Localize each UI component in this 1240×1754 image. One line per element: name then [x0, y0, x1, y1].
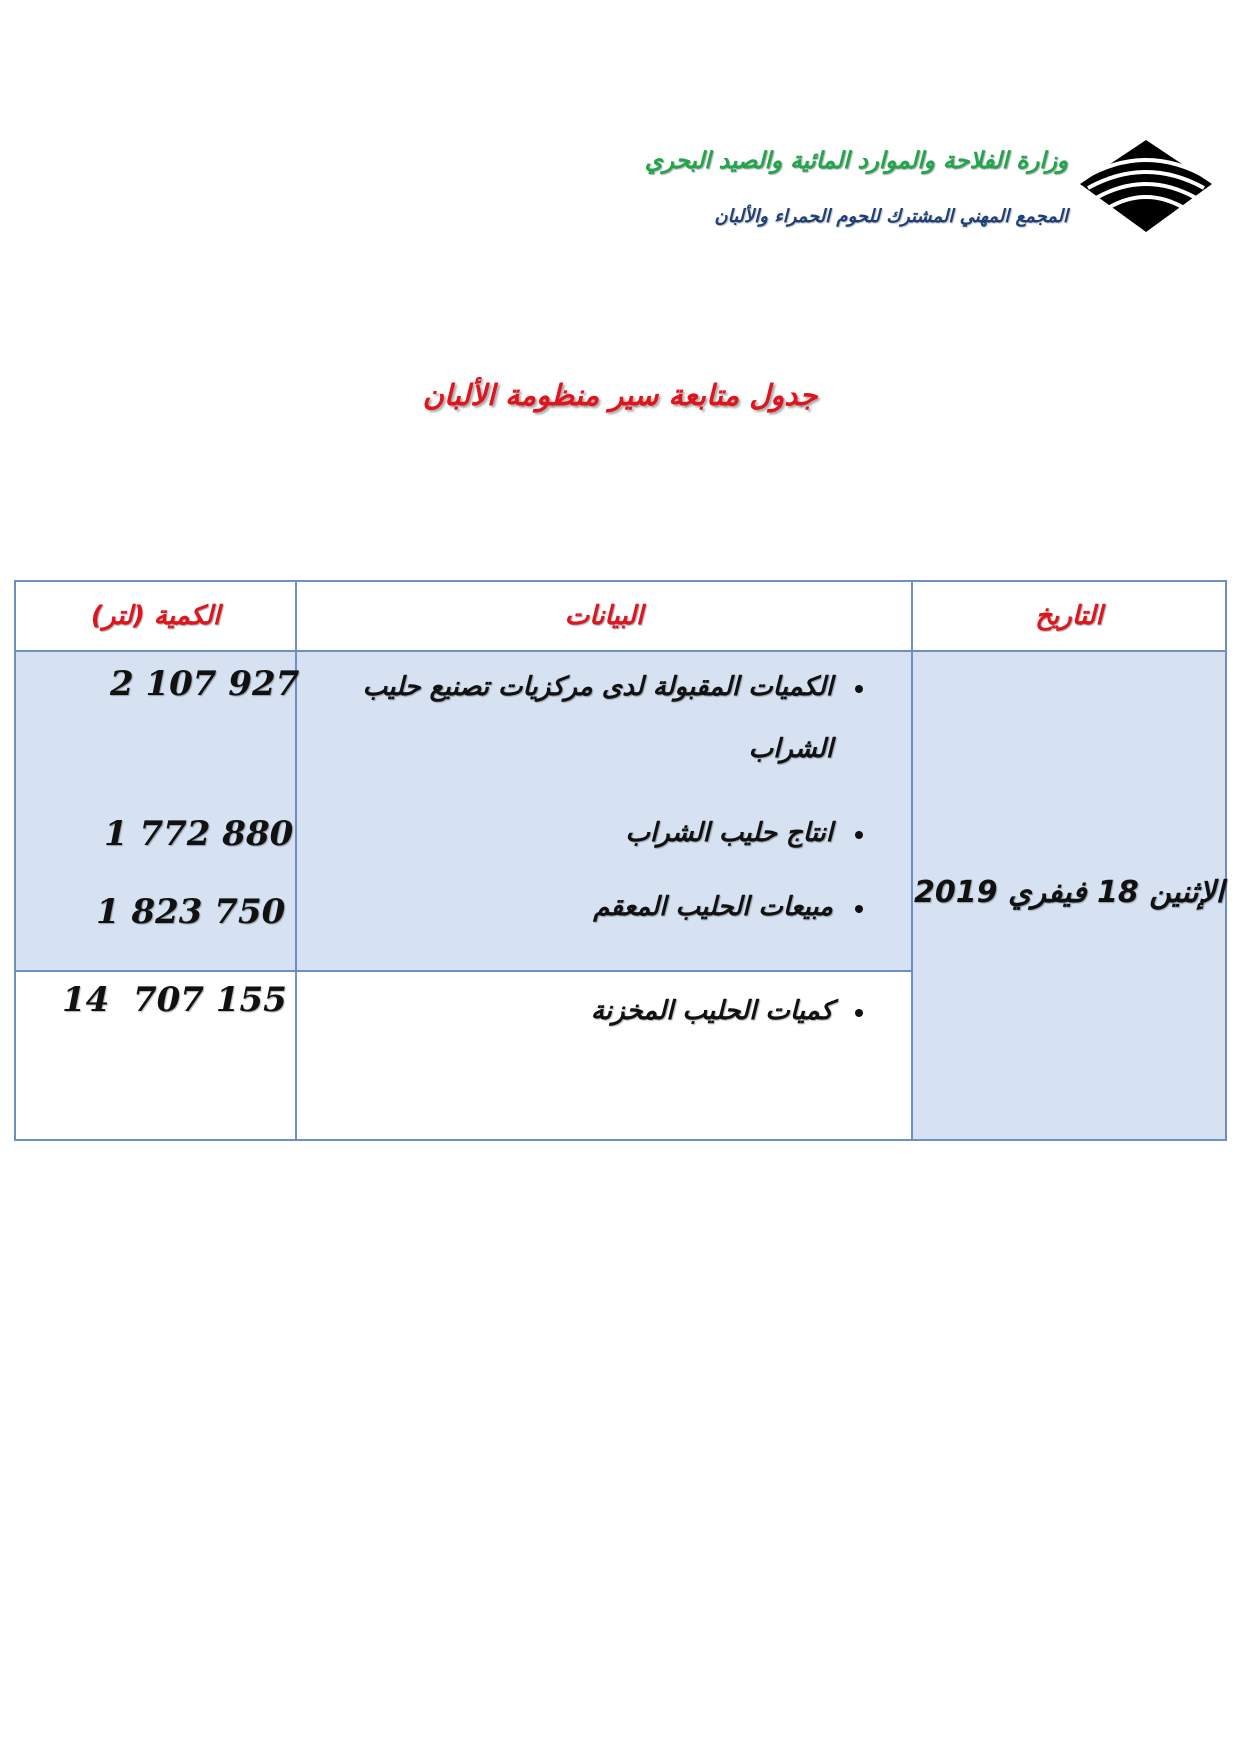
list-item-stored-milk: كميات الحليب المخزنة	[591, 980, 833, 1042]
ministry-name: وزارة الفلاحة والموارد المائية والصيد البحري	[644, 148, 1068, 174]
header-data: البيانات	[564, 601, 644, 631]
list-item-accepted-quantities	[363, 656, 833, 780]
list-item-drinking-milk-production: انتاج حليب الشراب	[625, 802, 833, 864]
header-date: التاريخ	[1035, 601, 1103, 631]
header-quantity: الكمية (لتر)	[90, 601, 221, 631]
council-name: المجمع المهني المشترك للحوم الحمراء والألبان	[714, 206, 1068, 227]
wave-lines-logo-icon	[1078, 138, 1214, 234]
item-label-line1: الكميات المقبولة لدى مركزيات تصنيع حليب	[362, 672, 833, 702]
quantity-production: 1 772 880	[104, 814, 294, 854]
document-title: جدول متابعة سير منظومة الألبان	[422, 378, 818, 412]
data-column	[297, 582, 911, 1139]
milk-tracking-table	[14, 580, 1227, 1141]
quantity-accepted: 2 107 927	[110, 664, 300, 704]
quantity-stored: 14 707 155	[62, 980, 287, 1020]
quantity-sales: 1 823 750	[96, 892, 286, 932]
date-column	[913, 582, 1225, 1139]
list-item-sterilized-milk-sales: مبيعات الحليب المعقم	[593, 876, 833, 938]
item-label-line2: الشراب	[748, 734, 833, 764]
date-value: الإثنين 18 فيفري 2019	[914, 875, 1224, 910]
